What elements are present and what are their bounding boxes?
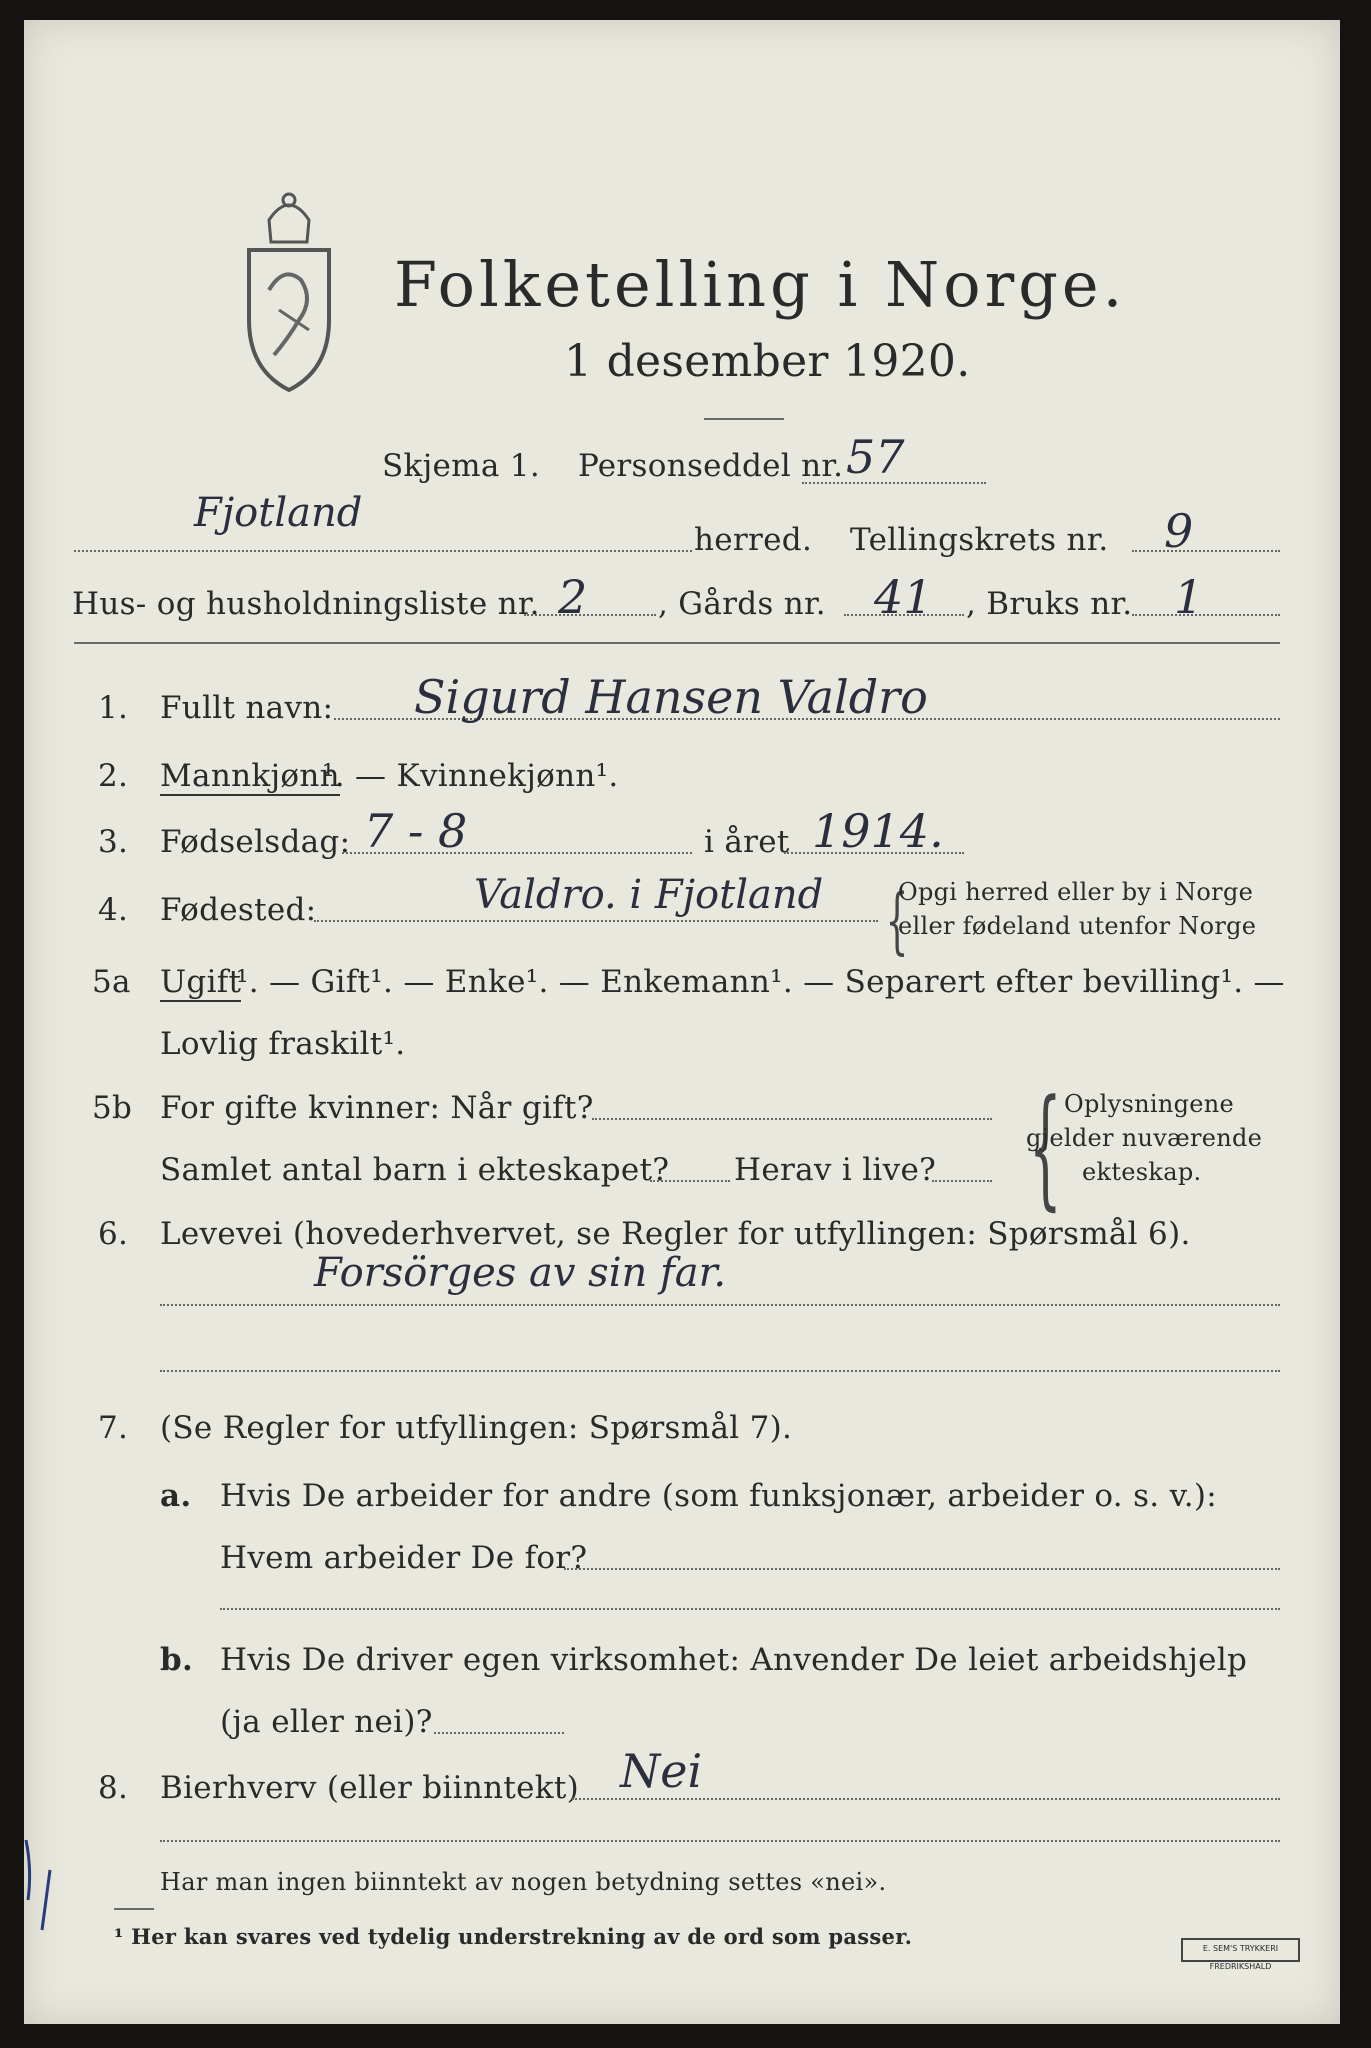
personseddel-label: Personseddel nr. [578, 448, 844, 484]
q5b-when-married: For gifte kvinner: Når gift? [160, 1090, 594, 1126]
skjema-label: Skjema 1. [382, 448, 540, 484]
footnote: ¹ Her kan svares ved tydelig understrekning av de ord som passer. [114, 1924, 913, 1949]
q5b-children-label: Samlet antal barn i ekteskapet? [160, 1152, 670, 1188]
gards-value: 41 [874, 570, 933, 624]
q4-brace: { [885, 878, 909, 962]
title-divider [704, 418, 784, 420]
q4-note-line2: eller fødeland utenfor Norge [898, 912, 1257, 940]
q5b-children-line [650, 1180, 730, 1182]
norwegian-coat-of-arms-icon [229, 180, 349, 395]
census-date: 1 desember 1920. [564, 336, 971, 387]
census-form-sheet [24, 20, 1340, 2024]
q6-line2 [160, 1370, 1280, 1372]
footer-note: Har man ingen biinntekt av nogen betydning settes «nei». [160, 1868, 887, 1896]
q7a-line1: Hvis De arbeider for andre (som funksjonær, arbeider o. s. v.): [220, 1478, 1218, 1514]
q4-number: 4. [98, 892, 129, 928]
q4-note-line1: Opgi herred eller by i Norge [898, 878, 1254, 906]
q7a-letter: a. [160, 1478, 192, 1514]
q8-line2 [160, 1840, 1280, 1842]
q6-label: Levevei (hovederhvervet, se Regler for utfyllingen: Spørsmål 6). [160, 1216, 1191, 1252]
q4-label: Fødested: [160, 892, 317, 928]
q2-other-options: ¹. — Kvinnekjønn¹. [322, 758, 619, 794]
q7a-answer-line2 [220, 1608, 1280, 1610]
q6-occupation: Forsörges av sin far. [314, 1250, 727, 1296]
tellingskrets-line [1132, 550, 1280, 552]
q3-birthdate: 7 - 8 [364, 804, 468, 858]
q7b-line2: (ja eller nei)? [220, 1704, 433, 1740]
herred-line [74, 550, 692, 552]
bruks-label: , Bruks nr. [966, 586, 1133, 622]
q2-number: 2. [98, 758, 129, 794]
tellingskrets-value: 9 [1164, 504, 1194, 558]
herred-value: Fjotland [194, 490, 363, 536]
footnote-rule [114, 1908, 154, 1910]
q1-label: Fullt navn: [160, 690, 334, 726]
personseddel-value: 57 [846, 430, 905, 484]
q5a-unmarried-option: Ugift [160, 964, 242, 1000]
q5b-alive-label: Herav i live? [734, 1152, 937, 1188]
q5b-line1 [592, 1118, 992, 1120]
q5b-note-line1: Oplysningene [1064, 1090, 1235, 1118]
tellingskrets-label: Tellingskrets nr. [850, 522, 1109, 558]
q4-birthplace: Valdro. i Fjotland [474, 872, 824, 918]
bruks-value: 1 [1174, 570, 1204, 624]
q8-line [572, 1798, 1280, 1800]
q2-male-option: Mannkjønn [160, 758, 340, 794]
q5a-divorced-option: Lovlig fraskilt¹. [160, 1026, 406, 1062]
husliste-line [524, 614, 656, 616]
bruks-line [1132, 614, 1280, 616]
q8-side-income: Nei [620, 1744, 703, 1798]
q3-birth-year: 1914. [812, 804, 944, 858]
q3-year-label: i året [704, 824, 790, 860]
q4-line [314, 920, 878, 922]
q7-label: (Se Regler for utfyllingen: Spørsmål 7). [160, 1410, 793, 1446]
q7b-answer-line [434, 1732, 564, 1734]
q3-number: 3. [98, 824, 129, 860]
header-separator [74, 642, 1280, 644]
q1-number: 1. [98, 690, 129, 726]
q7b-line1: Hvis De driver egen virksomhet: Anvender De leiet arbeidshjelp [220, 1642, 1248, 1678]
q5a-other-options: ¹. — Gift¹. — Enke¹. — Enkemann¹. — Separert efter bevilling¹. — [236, 964, 1285, 1000]
form-title: Folketelling i Norge. [394, 248, 1127, 321]
q7b-letter: b. [160, 1642, 194, 1678]
q8-number: 8. [98, 1770, 129, 1806]
printer-stamp: E. SEM'S TRYKKERI FREDRIKSHALD [1181, 1938, 1300, 1962]
q5b-note-line2: gjelder nuværende [1026, 1124, 1263, 1152]
q8-label: Bierhverv (eller biinntekt) [160, 1770, 580, 1806]
q1-full-name: Sigurd Hansen Valdro [414, 670, 928, 724]
q6-line1 [160, 1304, 1280, 1306]
husliste-value: 2 [558, 570, 588, 624]
q7-number: 7. [98, 1410, 129, 1446]
q7a-line2: Hvem arbeider De for? [220, 1540, 588, 1576]
gards-label: , Gårds nr. [658, 586, 826, 622]
q7a-answer-line1 [564, 1568, 1280, 1570]
q5b-alive-line [932, 1180, 992, 1182]
husliste-label: Hus- og husholdningsliste nr. [72, 586, 540, 622]
q5a-number: 5a [92, 964, 131, 1000]
q6-number: 6. [98, 1216, 129, 1252]
q5b-number: 5b [92, 1090, 133, 1126]
q5b-brace: { [1028, 1071, 1062, 1223]
q5b-note-line3: ekteskap. [1082, 1158, 1202, 1186]
herred-label: herred. [694, 522, 813, 558]
margin-pen-mark [24, 1830, 64, 1940]
q3-label: Fødselsdag: [160, 824, 351, 860]
